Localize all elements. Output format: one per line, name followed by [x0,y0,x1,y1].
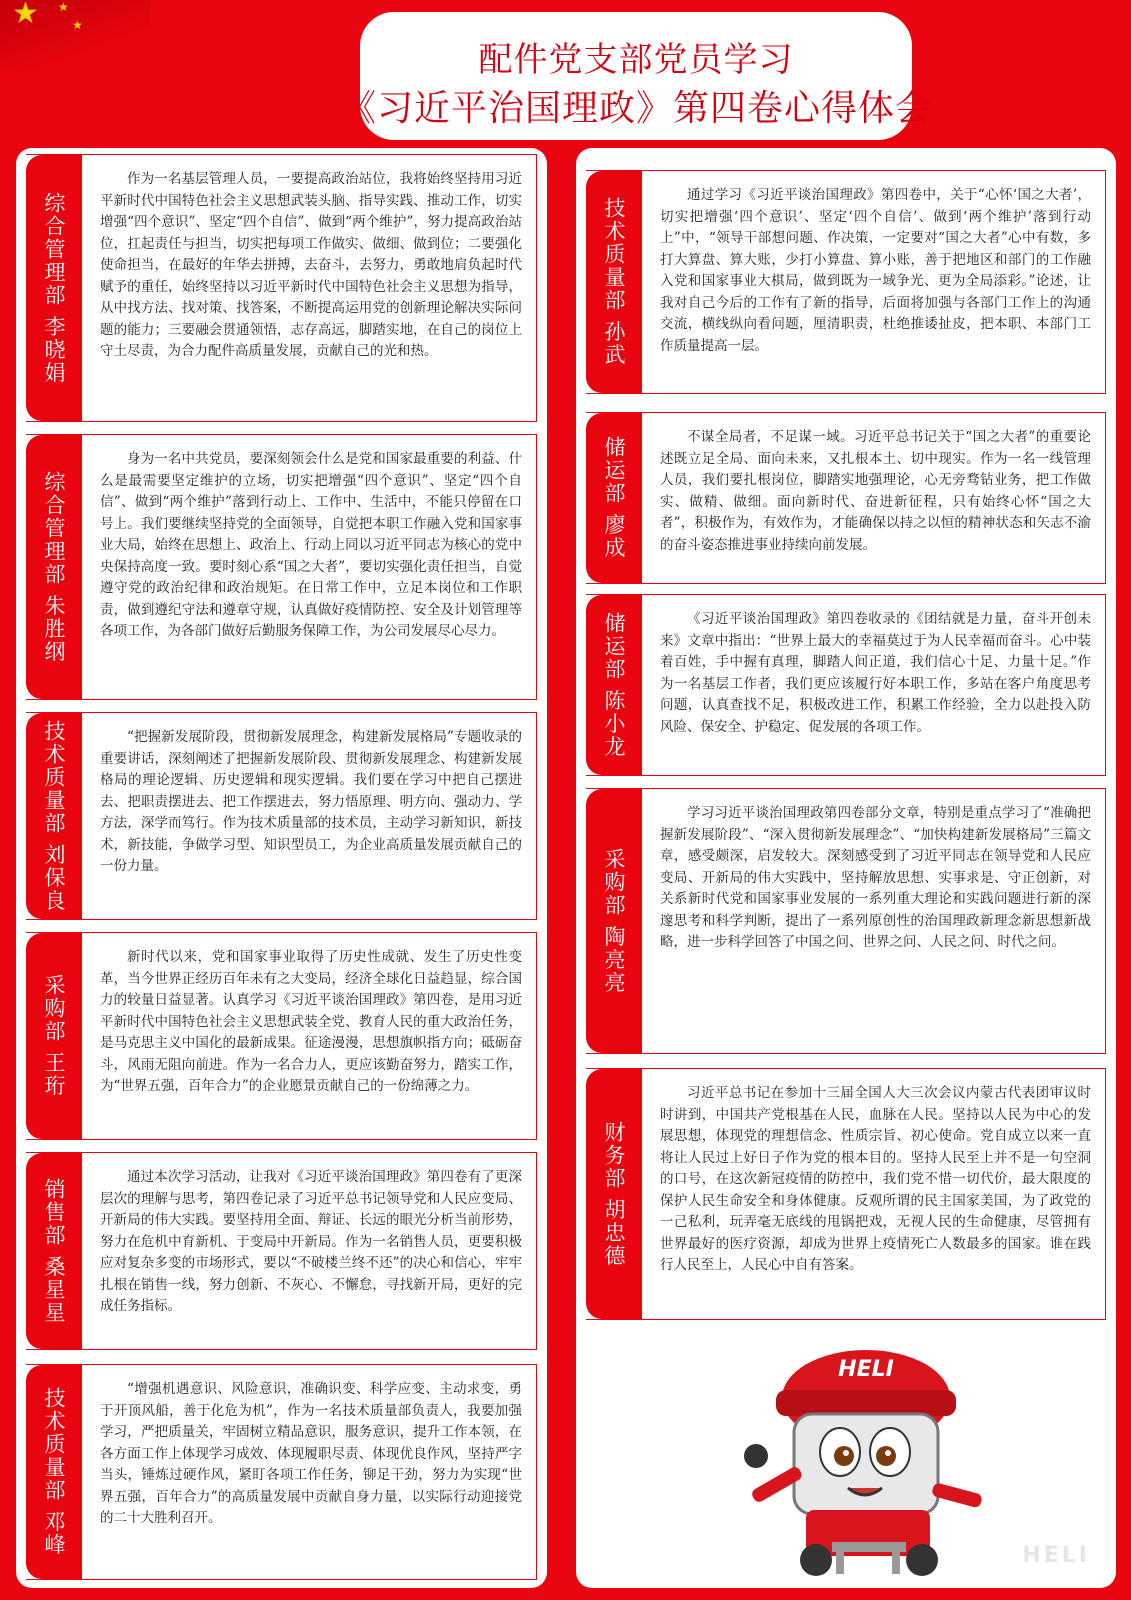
entry-text: 不谋全局者，不足谋一域。习近平总书记关于“国之大者”的重要论述既立足全局、面向未来，又扎根本土、切中现实。作为一名一线管理人员，我们要扎根岗位，脚踏实地强理论，心无旁骛钻业务，把工作做实、做精、做细。面向新时代、奋进新征程，只有始终心怀“国之大者”，积极作为，有效作为，才能确保以持之以恒的精神状态和矢志不渝的奋斗姿态推进事业持续向前发展。 [660,429,1091,553]
author-tab [586,413,642,583]
author-label: 财务部 胡忠德 [602,1120,626,1268]
star-icon: ★ [58,0,69,14]
entry-card [26,1364,537,1580]
author-label: 综合管理部 朱胜纲 [42,470,66,664]
author-label: 销售部 桑星星 [42,1177,66,1325]
author-label: 采购部 陶亮亮 [602,847,626,995]
author-tab [586,1069,642,1319]
entry-card [26,434,537,700]
entry-text: 习近平总书记在参加十三届全国人大三次会议内蒙古代表团审议时时讲到，中国共产党根基在人民，血脉在人民。坚持以人民为中心的发展思想，体现党的理想信念、性质宗旨、初心使命。党自成立以来一直将让人民过上好日子作为党的根本目的。坚持人民至上并不是一句空洞的口号，在这次新冠疫情的防控中，我们党不惜一切代价，最大限度的保护人民生命安全和身体健康。反观所谓的民主国家美国，为了政党的一己私利，玩弄毫无底线的甩锅把戏，无视人民的生命健康，尽管拥有世界最好的医疗资源，却成为世界上疫情死亡人数最多的国家。谁在践行人民至上，人民心中自有答案。 [660,1085,1091,1273]
author-tab [26,435,82,699]
author-tab [26,1153,82,1349]
right-panel [576,148,1116,1588]
entry-card [26,932,537,1140]
author-tab [26,713,82,919]
entry-text: 身为一名中共党员，要深刻领会什么是党和国家最重要的利益、什么是最需要坚定维护的立场，切实把增强“四个意识”、坚定“四个自信”、做到“两个维护”落到行动上、工作中、生活中，不能只停留在口号上。我们要继续坚持党的全面领导，自觉把本职工作融入党和国家事业大局，始终在思想上、政治上、行动上同以习近平同志为核心的党中央保持高度一致。要时刻心系“国之大者”，要切实强化责任担当，自觉遵守党的政治纪律和政治规矩。在日常工作中，立足本岗位和工作职责，做到遵纪守法和遵章守规，认真做好疫情防控、安全及计划管理等各项工作，为各部门做好后勤服务保障工作，为公司发展尽心尽力。 [100,451,522,639]
title-card [339,18,932,134]
author-tab [586,789,642,1053]
star-icon: ★ [12,0,39,31]
entry-card [26,1152,537,1350]
author-label: 技术质量部 刘保良 [42,719,66,913]
flag-decoration [0,0,150,70]
entry-text: 新时代以来，党和国家事业取得了历史性成就、发生了历史性变革，当今世界正经历百年未有之大变局，经济全球化日益趋显，综合国力的较量日益显著。认真学习《习近平谈治国理政》第四卷，是用习近平新时代中国特色社会主义思想武装全党、教育人民的重大政治任务，是马克思主义中国化的最新成果。征途漫漫，思想旗帜指方向；砥砺奋斗，风雨无阻向前进。作为一名合力人，更应该勤奋努力，踏实工作，为“世界五强，百年合力”的企业愿景贡献自己的一份绵薄之力。 [100,949,522,1094]
entry-card [586,1068,1106,1320]
author-tab [586,595,642,775]
entry-text: 作为一名基层管理人员，一要提高政治站位，我将始终坚持用习近平新时代中国特色社会主义思想武装头脑、指导实践、推动工作，切实增强“四个意识”、坚定“四个自信”、做到“两个维护”，努力提高政治站位，扛起责任与担当，切实把每项工作做实、做细、做到位；二要强化使命担当，在最好的年华去拼搏，去奋斗，去努力，勇敢地肩负起时代赋予的重任，始终坚持以习近平新时代中国特色社会主义思想为指导，从中找方法、找对策、找答案，不断提高运用党的创新理论解决实际问题的能力；三要融会贯通领悟，志存高远，脚踏实地，在自己的岗位上守土尽责，为合力配件高质量发展，贡献自己的光和热。 [100,171,522,359]
author-label: 储运部 陈小龙 [602,611,626,759]
helmet-text: HELI [838,1357,894,1382]
author-tab [26,1365,82,1579]
entry-text: 学习习近平谈治国理政第四卷部分文章，特别是重点学习了“准确把握新发展阶段”、“深入贯彻新发展理念”、“加快构建新发展格局”三篇文章，感受颇深，启发较大。深刻感受到了习近平同志在领导党和人民应变局、开新局的伟大实践中，坚持解放思想、实事求是、守正创新，对关系新时代党和国家事业发展的一系列重大理论和实践问题进行新的深邃思考和科学判断，提出了一系列原创性的治国理政新理念新思想新战略，进一步科学回答了中国之问、世界之问、人民之问、时代之问。 [660,805,1091,950]
entry-text: “把握新发展阶段，贯彻新发展理念，构建新发展格局”专题收录的重要讲话，深刻阐述了把握新发展阶段、贯彻新发展理念、构建新发展格局的理论逻辑、历史逻辑和现实逻辑。我们要在学习中把自己摆进去、把职责摆进去、把工作摆进去，努力悟原理、明方向、强动力、学方法，深学而笃行。作为技术质量部的技术员，主动学习新知识，新技术，新技能，争做学习型、知识型员工，为企业高质量发展贡献自己的一份力量。 [100,729,522,874]
author-label: 储运部 廖成 [602,436,626,560]
entry-card [586,170,1106,394]
author-tab [26,933,82,1139]
author-label: 技术质量部 孙武 [602,197,626,367]
author-label: 综合管理部 李晓娟 [42,191,66,385]
entry-card [586,412,1106,584]
left-panel [16,148,547,1588]
author-label: 技术质量部 邓峰 [42,1387,66,1557]
entry-text: 《习近平谈治国理政》第四卷收录的《团结就是力量，奋斗开创未来》文章中指出：“世界上最大的幸福莫过于为人民幸福而奋斗。心中装着百姓，手中握有真理，脚踏人间正道，我们信心十足、力量十足。”作为一名基层工作者，我们更应该履行好本职工作，多站在客户角度思考问题，认真查找不足，积极改进工作，积累工作经验，全力以赴投入防风险、保安全、护稳定、促发展的各项工作。 [660,611,1091,735]
entry-text: 通过本次学习活动，让我对《习近平谈治国理政》第四卷有了更深层次的理解与思考，第四卷记录了习近平总书记领导党和人民应变局、开新局的伟大实践。要坚持用全面、辩证、长远的眼光分析当前形势，努力在危机中育新机、于变局中开新局。作为一名销售人员，更要积极应对复杂多变的市场形式，要以“不破楼兰终不还”的决心和信心，牢牢扎根在销售一线，努力创新、不灰心、不懈怠，寻找新开局，更好的完成任务指标。 [100,1169,522,1314]
author-tab [26,155,82,421]
entry-card [26,154,537,422]
author-tab [586,171,642,393]
heli-watermark: HELI [1022,1543,1090,1568]
entry-card [26,712,537,920]
author-label: 采购部 王珩 [42,974,66,1098]
entry-card [586,594,1106,776]
entry-text: “增强机遇意识、风险意识，准确识变、科学应变、主动求变，勇于开顶风船，善于化危为机”，作为一名技术质量部负责人，我要加强学习，严把质量关，牢固树立精品意识，服务意识，提升工作本领，在各方面工作上体现学习成效、体现履职尽责、体现优良作风，坚持严字当头，锤炼过硬作风，紧盯各项工作任务，铆足干劲，努力为实现“世界五强，百年合力”的高质量发展中贡献自身力量，以实际行动迎接党的二十大胜利召开。 [100,1381,522,1526]
star-icon: ★ [72,18,83,32]
entry-card [586,788,1106,1054]
forklift-mascot [736,1328,996,1578]
entry-text: 通过学习《习近平谈治国理政》第四卷中，关于“心怀‘国之大者’，切实把增强‘四个意识’、坚定‘四个自信’、做到‘两个维护’落到行动上”中，“领导干部想问题、作决策，一定要对“国之大者”心中有数，多打大算盘、算大账，少打小算盘、算小账，善于把地区和部门的工作融入党和国家事业大棋局，做到既为一域争光、更为全局添彩。”论述，让我对自己今后的工作有了新的指导，后面将加强与各部门工作上的沟通交流，横线纵向看问题，厘清职责，杜绝推诿扯皮，把本职、本部门工作质量提高一层。 [660,187,1091,354]
page-title-line1: 配件党支部党员学习 [478,40,794,80]
page-title-line2: 《习近平治国理政》第四卷心得体会 [339,88,932,129]
